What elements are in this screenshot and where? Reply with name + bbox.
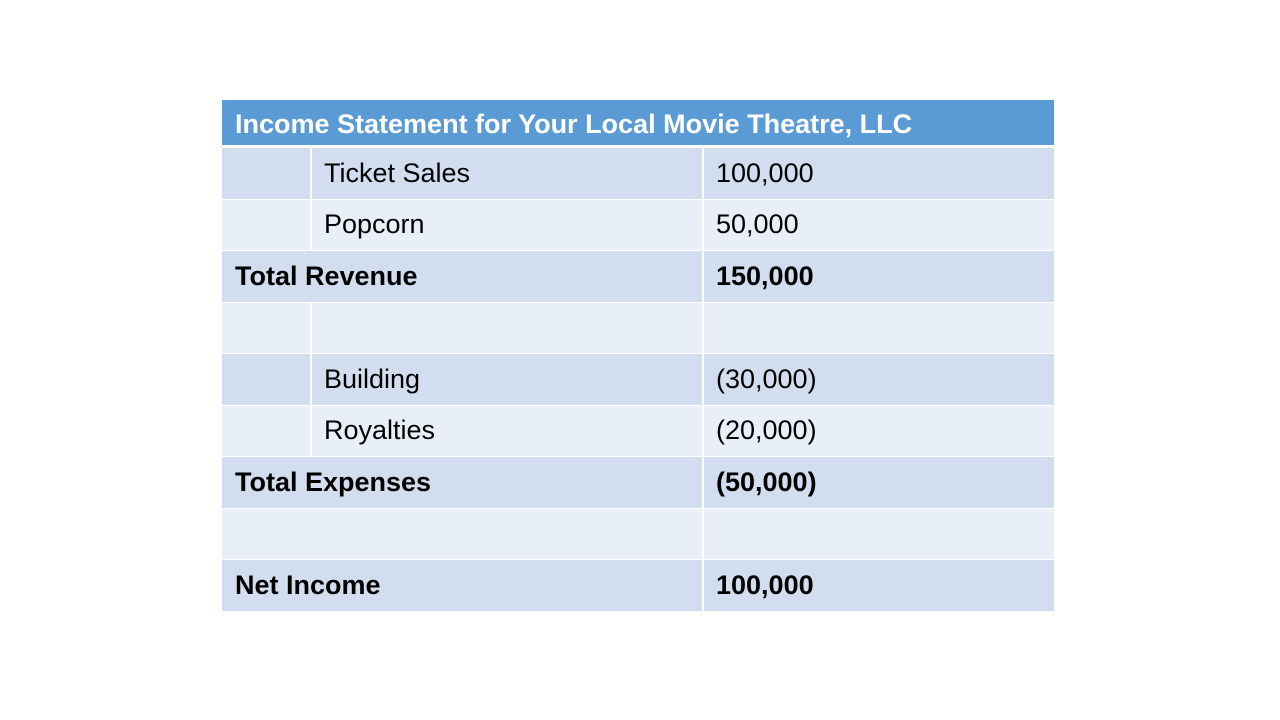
table-row-net-income <box>222 560 1054 612</box>
table-row-total-expenses <box>222 457 1054 509</box>
blank-cell <box>312 303 704 354</box>
indent-cell <box>222 406 312 457</box>
total-expenses-value: (50,000) <box>716 466 817 497</box>
item-value: 50,000 <box>716 209 799 240</box>
table-row-blank <box>222 509 1054 561</box>
item-value: 100,000 <box>716 157 814 188</box>
indent-cell <box>222 200 312 251</box>
indent-cell <box>222 148 312 199</box>
total-revenue-value: 150,000 <box>716 260 814 291</box>
total-expenses-label: Total Expenses <box>222 457 704 508</box>
item-label: Royalties <box>312 406 704 457</box>
item-label: Ticket Sales <box>312 148 704 199</box>
blank-cell <box>704 303 1054 354</box>
item-label: Building <box>312 354 704 405</box>
blank-cell <box>222 509 704 560</box>
indent-cell <box>222 303 312 354</box>
net-income-label: Net Income <box>222 560 704 611</box>
total-revenue-label: Total Revenue <box>222 251 704 302</box>
table-row-royalties <box>222 406 1054 458</box>
item-value: (20,000) <box>716 415 817 446</box>
table-row-building <box>222 354 1054 406</box>
blank-cell <box>704 509 1054 560</box>
item-label: Popcorn <box>312 200 704 251</box>
item-value: (30,000) <box>716 363 817 394</box>
table-row-ticket-sales <box>222 148 1054 200</box>
table-row-blank <box>222 303 1054 355</box>
net-income-value: 100,000 <box>716 569 814 600</box>
indent-cell <box>222 354 312 405</box>
table-row-total-revenue <box>222 251 1054 303</box>
table-row-popcorn <box>222 200 1054 252</box>
table-title: Income Statement for Your Local Movie Theatre, LLC <box>222 100 1054 148</box>
income-statement-table <box>222 100 1054 612</box>
